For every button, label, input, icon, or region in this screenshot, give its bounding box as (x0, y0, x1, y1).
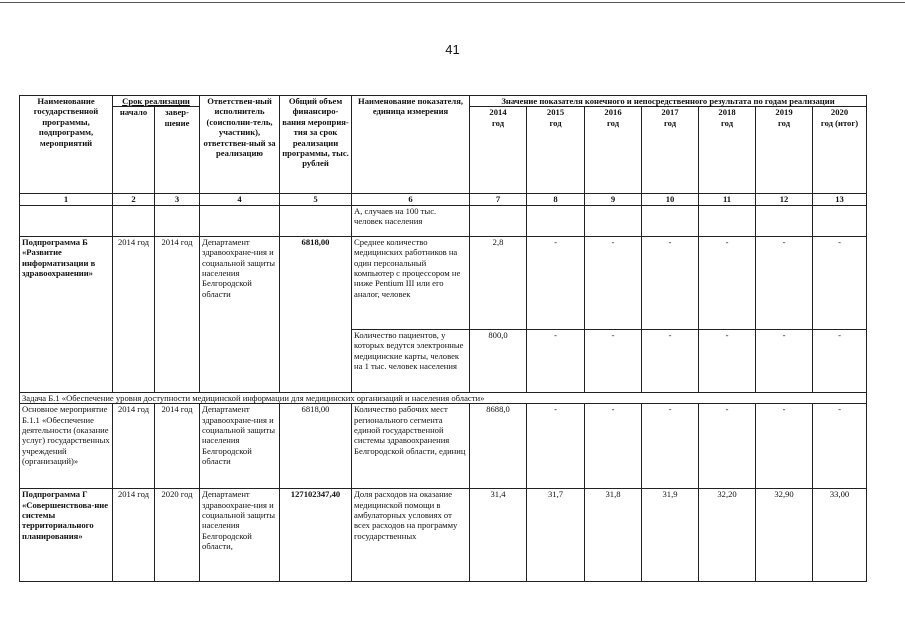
header-start: начало (113, 107, 155, 194)
value-cell: - (527, 329, 585, 392)
table-row (20, 236, 867, 329)
value-cell: 31,4 (470, 489, 527, 582)
value-cell: 32,20 (699, 489, 756, 582)
header-values: Значение показателя конечного и непосредственного результата по годам реализации (470, 96, 867, 107)
page-number: 41 (445, 42, 460, 57)
responsible-cell: Департамент здравоохране-ния и социальной защиты населения Белгородской области (200, 404, 280, 489)
value-cell: - (699, 404, 756, 489)
header-name: Наименование государственной программы, подпрограмм, мероприятий (20, 96, 113, 194)
value-cell: - (585, 329, 642, 392)
value-cell: - (527, 404, 585, 489)
value-cell: 800,0 (470, 329, 527, 392)
value-cell: 31,7 (527, 489, 585, 582)
end-cell: 2014 год (155, 236, 200, 392)
value-cell: 33,00 (813, 489, 867, 582)
start-cell: 2014 год (113, 404, 155, 489)
measure-b11-name: Основное мероприятие Б.1.1 «Обеспечение деятельности (оказание услуг) государственных учреждений (организаций)» (20, 404, 113, 489)
header-term: Срок реализации (113, 96, 200, 107)
year-header: 2020 год (итог) (813, 107, 867, 194)
value-cell: 32,90 (756, 489, 813, 582)
responsible-cell: Департамент здравоохране-ния и социальной защиты населения Белгородской области, (200, 489, 280, 582)
subprogram-b-name: Подпрограмма Б «Развитие информатизации в здравоохранении» (20, 236, 113, 392)
table-row (20, 205, 867, 236)
start-cell: 2014 год (113, 489, 155, 582)
indicators-table (19, 95, 867, 582)
value-cell: 8688,0 (470, 404, 527, 489)
value-cell: - (756, 404, 813, 489)
value-cell: - (642, 329, 699, 392)
table-row (20, 489, 867, 582)
value-cell: - (585, 236, 642, 329)
value-cell: - (756, 329, 813, 392)
header-volume: Общий объем финансиро-вания мероприя-тия за срок реализации программы, тыс. рублей (280, 96, 352, 194)
responsible-cell: Департамент здравоохране-ния и социальной защиты населения Белгородской области (200, 236, 280, 392)
value-cell: - (813, 329, 867, 392)
value-cell: - (699, 236, 756, 329)
value-cell: - (813, 236, 867, 329)
header-indicator: Наименование показателя, единица измерения (352, 96, 470, 194)
value-cell: 31,9 (642, 489, 699, 582)
end-cell: 2014 год (155, 404, 200, 489)
indicator-cell: Количество рабочих мест регионального сегмента единой государственной системы здравоохранения Белгородской области, единиц (352, 404, 470, 489)
indicator-cell: А, случаев на 100 тыс. человек населения (352, 205, 470, 236)
header-end: завер-шение (155, 107, 200, 194)
value-cell: - (527, 236, 585, 329)
year-header: 2015 год (527, 107, 585, 194)
volume-cell: 6818,00 (280, 236, 352, 392)
value-cell: - (813, 404, 867, 489)
value-cell: - (699, 329, 756, 392)
indicator-cell: Количество пациентов, у которых ведутся электронные медицинские карты, человек на 1 тыс. человек населения (352, 329, 470, 392)
year-header: 2018 год (699, 107, 756, 194)
volume-cell: 127102347,40 (280, 489, 352, 582)
volume-cell: 6818,00 (280, 404, 352, 489)
task-row (20, 392, 867, 403)
year-header: 2019 год (756, 107, 813, 194)
value-cell: - (642, 236, 699, 329)
end-cell: 2020 год (155, 489, 200, 582)
column-numbers-row: 1 2 3 4 5 6 7 8 9 10 11 12 13 (20, 194, 867, 205)
top-border-line (0, 2, 905, 3)
value-cell: - (642, 404, 699, 489)
value-cell: 31,8 (585, 489, 642, 582)
table-row (20, 404, 867, 489)
start-cell: 2014 год (113, 236, 155, 392)
value-cell: - (585, 404, 642, 489)
indicator-cell: Среднее количество медицинских работников на один персональный компьютер с процессором не ниже Pentium III или его аналог, человек (352, 236, 470, 329)
subprogram-g-name: Подпрограмма Г «Совершенствова-ние системы территориального планирования» (20, 489, 113, 582)
value-cell: - (756, 236, 813, 329)
header-responsible: Ответствен-ный исполнитель (соисполни-тель, участник), ответствен-ный за реализацию (200, 96, 280, 194)
year-header: 2014 год (470, 107, 527, 194)
value-cell: 2,8 (470, 236, 527, 329)
task-b1-title: Задача Б.1 «Обеспечение уровня доступности медицинской информации для медицинских организаций и населения области» (20, 392, 867, 403)
indicator-cell: Доля расходов на оказание медицинской помощи в амбулаторных условиях от всех расходов на программу государственных (352, 489, 470, 582)
year-header: 2016 год (585, 107, 642, 194)
year-header: 2017 год (642, 107, 699, 194)
